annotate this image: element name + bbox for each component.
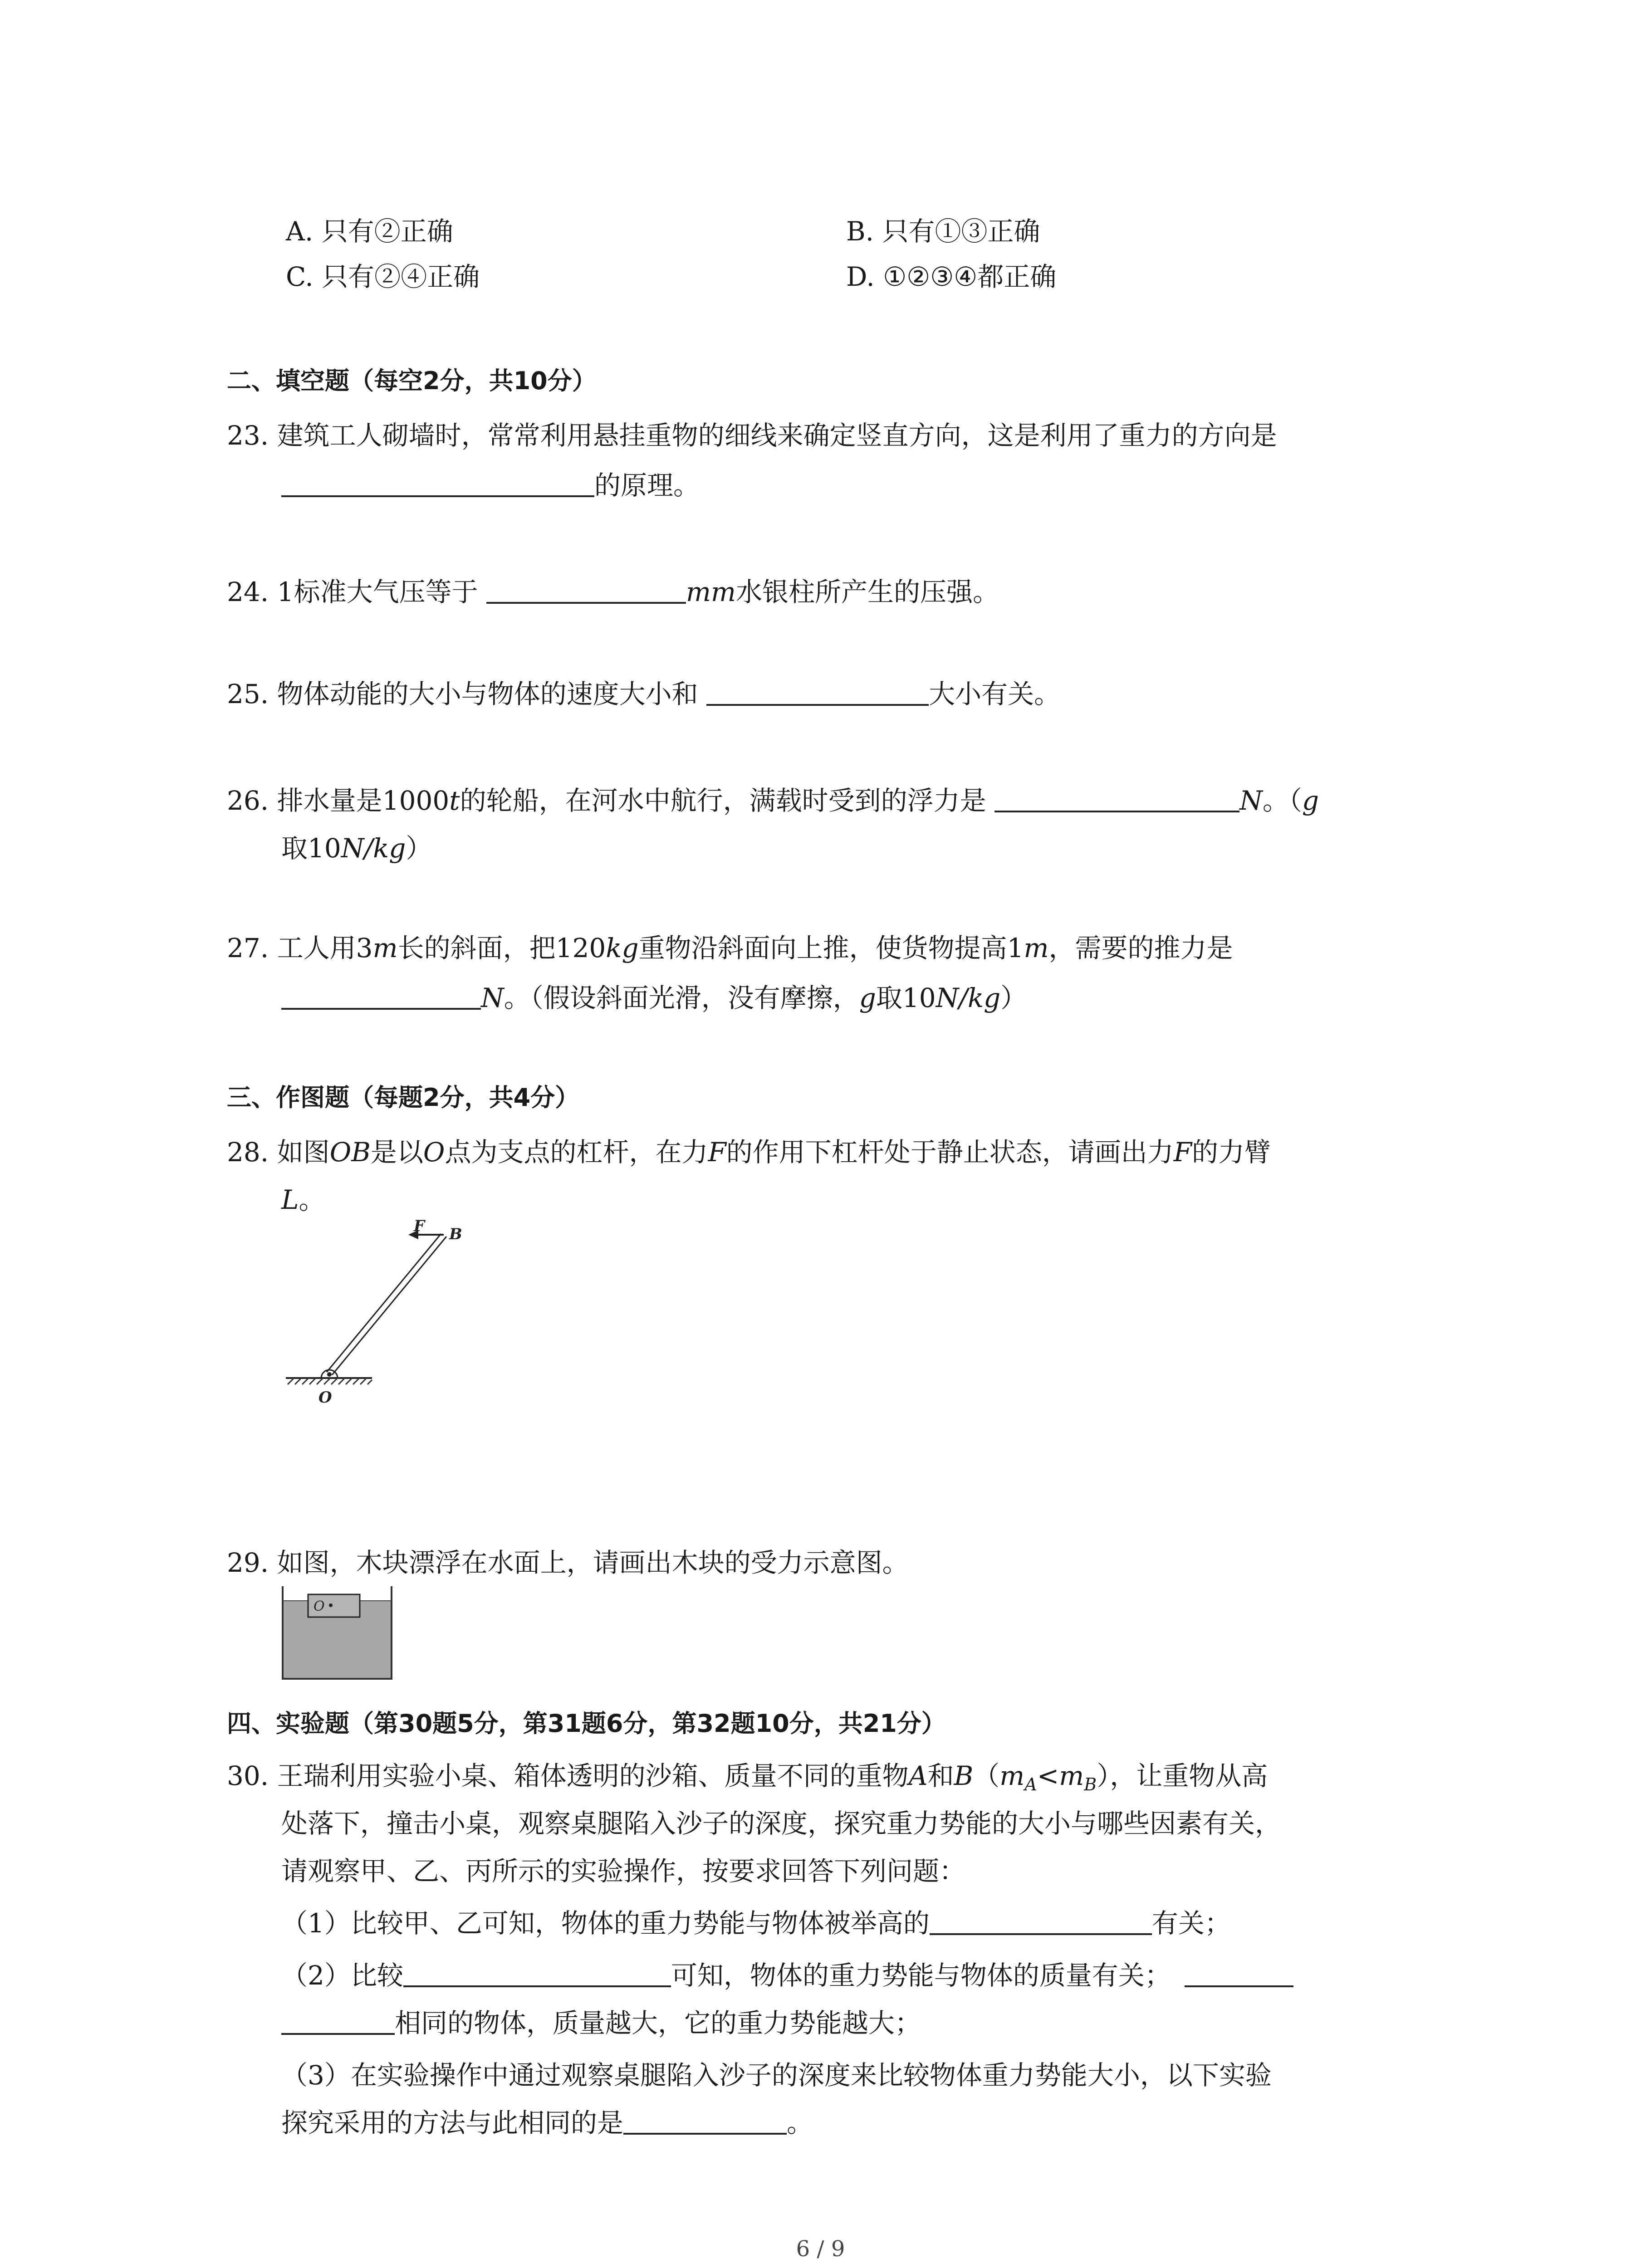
q30-mb: m (1059, 1760, 1084, 1791)
question-30-line-2: 处落下，撞击小桌，观察桌腿陷入沙子的深度，探究重力势能的大小与哪些因素有关， (281, 1808, 1282, 1839)
answer-blank-30-3-cont[interactable] (281, 2033, 395, 2035)
q30-sub-a: A (1024, 1774, 1037, 1794)
choice-a: A. 只有②正确 (286, 216, 453, 247)
q30-p2-tail-2: 相同的物体，质量越大，它的重力势能越大； (395, 2008, 921, 2038)
q30-p1-text: （1）比较甲、乙可知，物体的重力势能与物体被举高的 (281, 1908, 930, 1939)
q27-g: g (859, 982, 876, 1013)
q28-f: F (708, 1137, 726, 1168)
question-27-line-2 (281, 980, 1027, 1016)
q28-text-d: 的作用下杠杆处于静止状态，请画出力 (726, 1137, 1174, 1168)
q28-text: 28. 如图 (227, 1137, 330, 1168)
q30-text-b: ），让重物从高 (1097, 1760, 1268, 1791)
q27-unit-m: m (372, 933, 398, 963)
q26-text: 26. 排水量是1000 (227, 785, 450, 816)
choice-b: B. 只有①③正确 (846, 216, 1040, 247)
q28-text-e: 的力臂 (1191, 1137, 1271, 1168)
q30-lt: < (1037, 1760, 1059, 1791)
answer-blank-24[interactable] (486, 602, 686, 604)
section-title-fill-in: 二、填空题（每空2分，共10分） (227, 367, 597, 395)
q30-open: （ (973, 1760, 1000, 1791)
label-o-block: O (314, 1598, 325, 1614)
choice-c: C. 只有②④正确 (286, 261, 480, 292)
lever-bar-edge-2 (332, 1237, 446, 1375)
floating-block-diagram (279, 1585, 397, 1683)
q30-b: B (954, 1760, 974, 1791)
question-23-line-2 (281, 467, 700, 503)
question-30-part-3-line-2 (281, 2105, 813, 2141)
q26-text-e: ） (406, 833, 432, 864)
q28-text-c: 点为支点的杠杆，在力 (445, 1137, 708, 1168)
center-point (329, 1603, 333, 1607)
answer-blank-30-2[interactable] (403, 1985, 671, 1987)
section-title-experiment: 四、实验题（第30题5分，第31题6分，第32题10分，共21分） (227, 1709, 946, 1738)
q24-unit: mm (686, 577, 736, 607)
q30-p3-tail: 。 (787, 2107, 813, 2138)
answer-blank-25[interactable] (706, 704, 929, 706)
q27-unit-m2: m (1024, 933, 1049, 963)
label-b: B (449, 1225, 462, 1243)
q28-o: O (423, 1137, 445, 1168)
question-29: 29. 如图，木块漂浮在水面上，请画出木块的受力示意图。 (227, 1547, 909, 1578)
question-27-line-1 (227, 930, 1233, 966)
q30-p3-text: 探究采用的方法与此相同的是 (281, 2107, 624, 2138)
q23-text: 23. 建筑工人砌墙时，常常利用悬挂重物的细线来确定竖直方向，这是利用了重力的方向是 (227, 420, 1277, 451)
q27-unit-kg: kg (606, 933, 639, 963)
q30-sub-b: B (1084, 1774, 1097, 1794)
question-30-part-2 (281, 1957, 1293, 1994)
q27-text-c: 重物沿斜面向上推，使货物提高1 (638, 933, 1024, 963)
q30-p1-tail: 有关； (1151, 1908, 1231, 1939)
q26-unit-n: N (1239, 785, 1263, 816)
question-30-line-3: 请观察甲、乙、丙所示的实验操作，按要求回答下列问题： (281, 1856, 966, 1887)
q30-ma: m (999, 1760, 1025, 1791)
q27-text-e: 。（假设斜面光滑，没有摩擦， (504, 982, 859, 1013)
q26-unit-t: t (449, 785, 460, 816)
q26-text-b: 的轮船，在河水中航行，满载时受到的浮力是 (460, 785, 995, 816)
q26-text-c: 。（ (1262, 785, 1302, 816)
ground-hatching (288, 1378, 372, 1384)
q27-text-h: ） (1000, 982, 1027, 1013)
q24-tail: 水银柱所产生的压强。 (736, 577, 999, 607)
q25-tail: 大小有关。 (929, 679, 1061, 709)
q28-ob: OB (329, 1137, 371, 1168)
lever-bar-edge-1 (327, 1234, 441, 1372)
question-28-line-2 (281, 1182, 325, 1218)
answer-blank-30-1[interactable] (930, 1933, 1152, 1935)
answer-blank-27[interactable] (281, 1008, 481, 1010)
question-25 (227, 676, 1060, 712)
question-28-line-1 (227, 1134, 1271, 1170)
q28-text-h: 。 (299, 1184, 325, 1215)
q23-tail: 的原理。 (594, 470, 700, 501)
question-26-line-1 (227, 782, 1319, 819)
answer-blank-30-4[interactable] (623, 2133, 787, 2135)
lever-diagram (272, 1216, 508, 1424)
question-30-line-1 (227, 1758, 1268, 1803)
page-number: 6 / 9 (796, 2236, 845, 2262)
q27-text-b: 长的斜面，把120 (397, 933, 606, 963)
q28-f2: F (1173, 1137, 1192, 1168)
choice-d: D. ①②③④都正确 (846, 261, 1057, 292)
label-o: O (318, 1388, 332, 1407)
q27-text: 27. 工人用3 (227, 933, 373, 963)
question-30-part-3: （3）在实验操作中通过观察桌腿陷入沙子的深度来比较物体重力势能大小，以下实验 (281, 2060, 1272, 2091)
section-title-drawing: 三、作图题（每题2分，共4分） (227, 1083, 580, 1112)
q27-unit: N/kg (936, 982, 1001, 1013)
q28-l: L (281, 1184, 299, 1215)
answer-blank-30-3[interactable] (1185, 1985, 1293, 1987)
q25-text: 25. 物体动能的大小与物体的速度大小和 (227, 679, 707, 709)
q28-text-b: 是以 (370, 1137, 423, 1168)
answer-blank-26[interactable] (994, 811, 1239, 812)
question-26-line-2 (281, 830, 432, 866)
q26-g: g (1302, 785, 1319, 816)
q26-text-d: 取10 (281, 833, 341, 864)
q30-and: 和 (927, 1760, 954, 1791)
q30-text: 30. 王瑞利用实验小桌、箱体透明的沙箱、质量不同的重物 (227, 1760, 909, 1791)
answer-blank-23[interactable] (281, 495, 594, 497)
q30-a: A (908, 1760, 928, 1791)
question-30-part-2-line-2 (281, 2005, 921, 2041)
label-f: F (414, 1217, 425, 1235)
q30-p2-text: （2）比较 (281, 1960, 403, 1991)
q26-unit: N/kg (341, 833, 406, 864)
pivot-point (327, 1372, 332, 1377)
question-23-line-1 (227, 417, 1277, 454)
q27-text-f: 取10 (876, 982, 936, 1013)
question-24 (227, 574, 999, 610)
q27-unit-n: N (481, 982, 504, 1013)
q24-text: 24. 1标准大气压等于 (227, 577, 487, 607)
q27-text-d: ，需要的推力是 (1048, 933, 1233, 963)
q30-p2-tail: 可知，物体的重力势能与物体的质量有关； (671, 1960, 1171, 1991)
question-30-part-1 (281, 1905, 1231, 1941)
